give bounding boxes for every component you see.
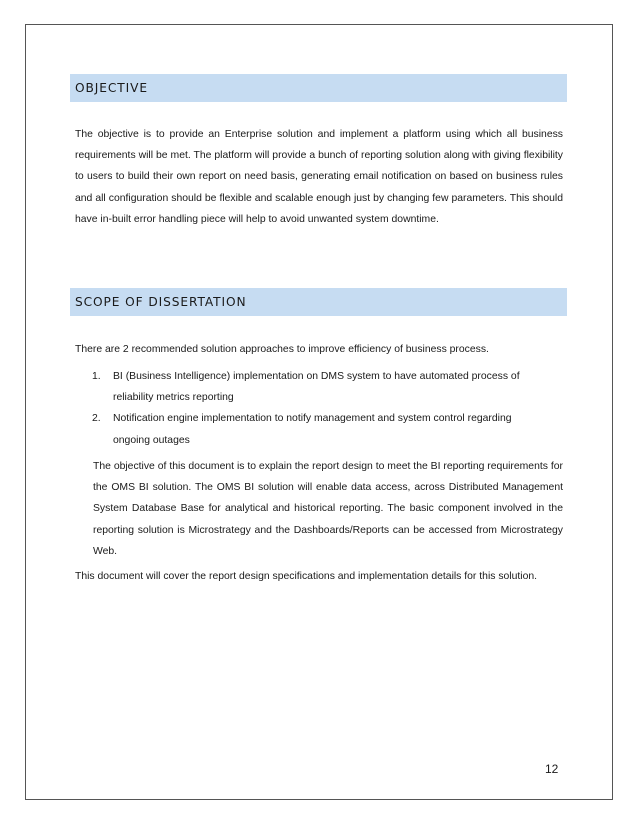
scope-heading: SCOPE OF DISSERTATION bbox=[70, 288, 567, 316]
approach-list bbox=[92, 366, 532, 451]
list-item-text: Notification engine implementation to notify management and system control regarding ongoing outages bbox=[113, 413, 512, 446]
page-number: 12 bbox=[545, 762, 559, 776]
scope-closing-paragraph: This document will cover the report design specifications and implementation details for this solution. bbox=[75, 571, 538, 582]
list-item bbox=[92, 408, 532, 450]
list-item-text: BI (Business Intelligence) implementation on DMS system to have automated process of reliability metrics reporting bbox=[113, 371, 520, 404]
list-item-number: 2. bbox=[92, 413, 101, 425]
scope-detail-paragraph: The objective of this document is to explain the report design to meet the BI reporting requirements for the OMS BI solution. The OMS BI solution will enable data access, across Distributed Management System Database Base for analytical and historical reporting. The basic component involved in the reporting solution is Microstrategy and the Dashboards/Reports can be accessed from Microstrategy Web. bbox=[93, 461, 563, 557]
list-item bbox=[92, 366, 532, 408]
objective-paragraph: The objective is to provide an Enterprise solution and implement a platform using which all business requirements will be met. The platform will provide a bunch of reporting solution along with giving flexibility to users to build their own report on need basis, generating email notification on based on business rules and all configuration should be flexible and scalable enough just by changing few parameters. This should have in-built error handling piece will help to avoid unwanted system downtime. bbox=[75, 129, 563, 225]
list-item-number: 1. bbox=[92, 371, 101, 382]
objective-heading: OBJECTIVE bbox=[70, 74, 567, 102]
scope-intro-paragraph: There are 2 recommended solution approaches to improve efficiency of business process. bbox=[75, 344, 489, 355]
